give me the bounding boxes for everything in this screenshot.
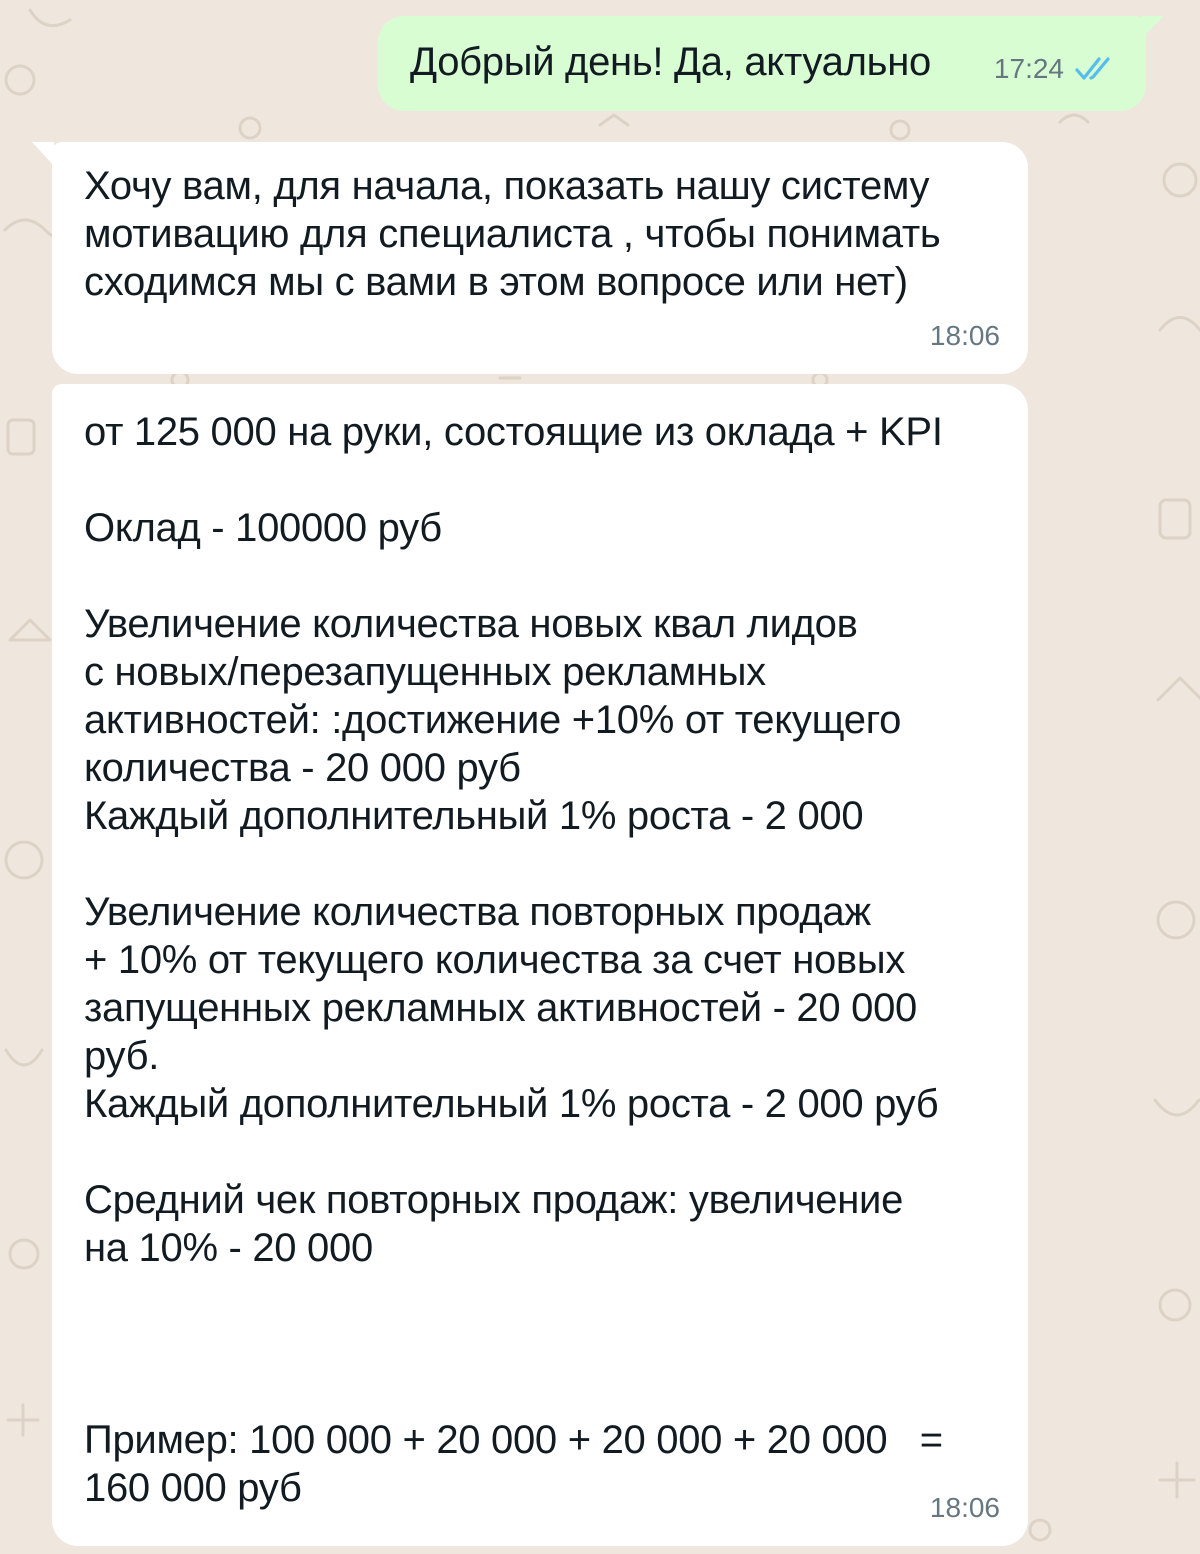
outgoing-message-bubble[interactable]: [378, 16, 1146, 111]
incoming-message-bubble[interactable]: [52, 142, 1028, 374]
message-meta: [930, 312, 1000, 360]
message-meta: [994, 45, 1120, 93]
message-time: 17:24: [993, 53, 1064, 84]
bubble-tail: [32, 142, 54, 166]
double-check-icon: [1074, 55, 1120, 83]
message-text: Хочу вам, для начала, показать нашу систему мотивацию для специалиста , чтобы понимать сходимся мы с вами в этом вопросе или нет): [84, 164, 941, 304]
message-time: 18:06: [929, 1492, 1000, 1523]
message-text: от 125 000 на руки, состоящие из оклада + KPI Оклад - 100000 руб Увеличение количества новых квал лидов с новых/перезапущенных рекламных активностей: :достижение +10% от текущего количества - 20 000 руб Каждый дополнительный 1% роста - 2 000 Увеличение количества повторных продаж + 10% от текущего количества за счет новых запущенных рекламных активностей - 20 000 руб. Каждый дополнительный 1% роста - 2 000 руб Средний чек повторных продаж: увеличение на 10% - 20 000 Пример: 100 000 + 20 000 + 20 000 + 20 000 = 160 000 руб: [84, 410, 943, 1510]
message-text: Добрый день! Да, актуально: [410, 40, 931, 84]
bubble-tail: [1142, 16, 1164, 38]
incoming-message-bubble[interactable]: [52, 384, 1028, 1546]
message-meta: [930, 1484, 1000, 1532]
message-time: 18:06: [929, 320, 1000, 351]
